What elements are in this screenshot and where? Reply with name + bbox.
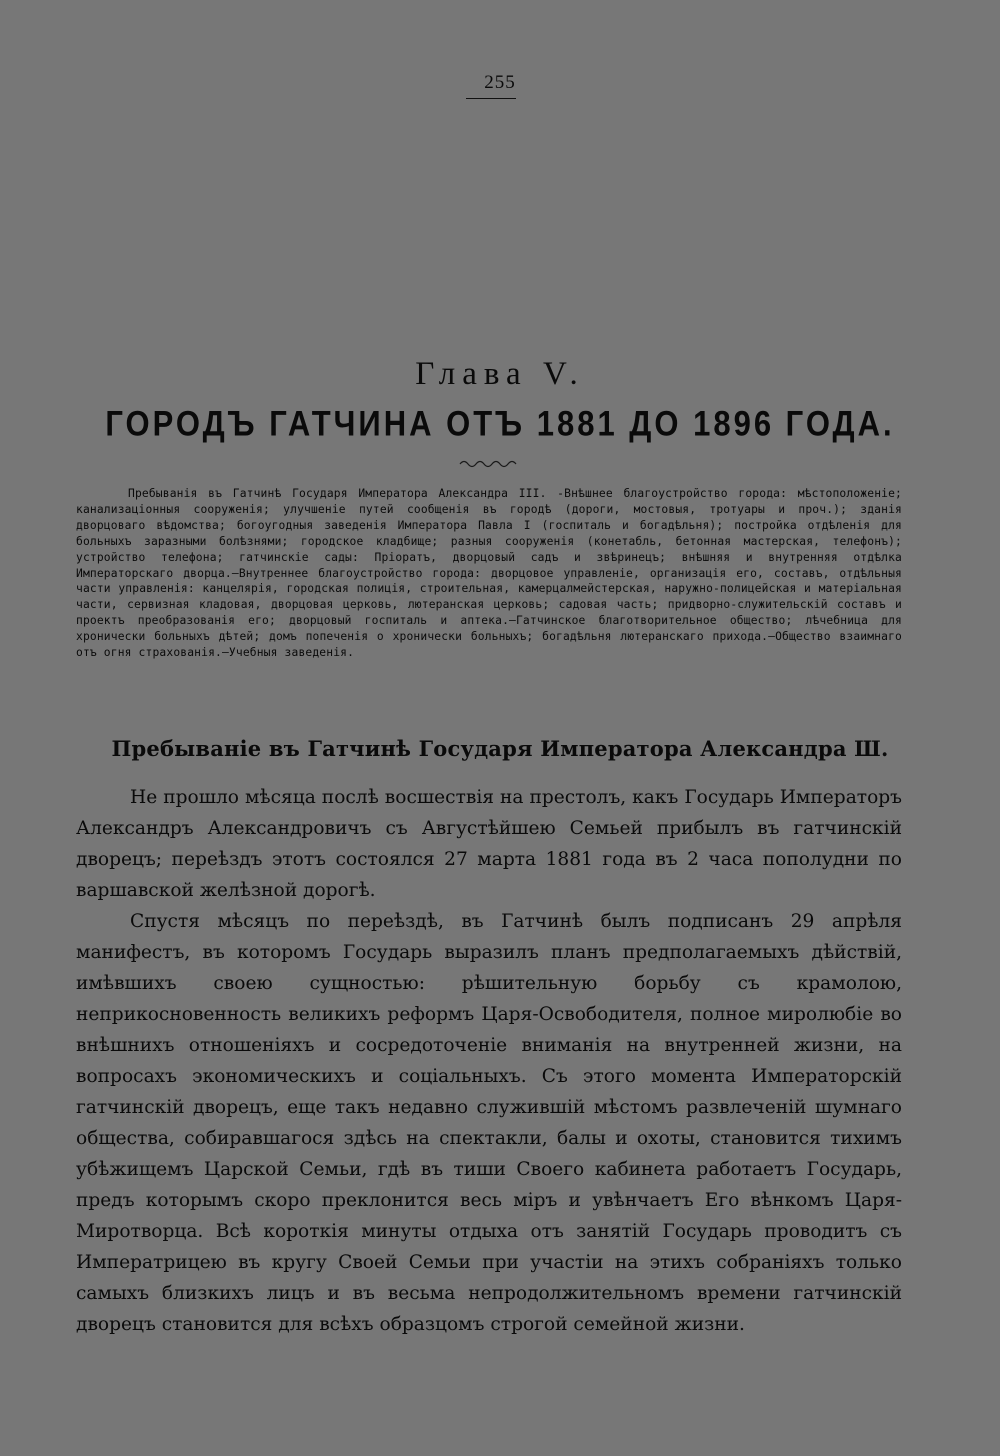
chapter-title: ГОРОДЪ ГАТЧИНА ОТЪ 1881 ДО 1896 ГОДА.	[105, 403, 895, 444]
wavy-divider-ornament	[458, 456, 518, 470]
chapter-synopsis: Пребыванiя въ Гатчинѣ Государя Императора Александра III. -Внѣшнее благоустройство города: мѣстоположенiе; канализацiонныя сооруженiя; улучшенiе путей сообщенiя въ городѣ (дороги, мостовыя, тротуары и проч.); зданiя дворцоваго вѣдомства; богоугодныя заведенiя Императора Павла I (госпиталь и богадѣльня); постройка отдѣленiя для больныхъ заразными болѣзнями; городское кладбище; разныя сооруженiя (конетабль, бетонная мастерская, телефонъ); устройство телефона; гатчинскiе сады: Прiоратъ, дворцовый садъ и звѣринецъ; внѣшняя и внутренняя отдѣлка Императорскаго дворца.—Внутреннее благоустройство города: дворцовое управленiе, организацiя его, составъ, отдѣльныя части управленiя: канцелярiя, городская полицiя, строительная, камерцалмейстерская, наружно-полицейская и матерiальная части, сервизная кладовая, дворцовая церковь, лютеранская церковь; садовая часть; придворно-служительскiй составъ и проектъ преобразованiя его; дворцовый госпиталь и аптека.—Гатчинское благотворительное общество; лѣчебница для хронически больныхъ дѣтей; домъ попеченiя о хронически больныхъ; богадѣльня лютеранскаго прихода.—Общество взаимнаго отъ огня страхованiя.—Учебныя заведенiя.	[76, 487, 902, 660]
paragraph: Не прошло мѣсяца послѣ восшествiя на престолъ, какъ Государь Императоръ Александръ Александровичъ съ Августѣйшею Семьей прибылъ въ гатчинскiй дворецъ; переѣздъ этотъ состоялся 27 марта 1881 года въ 2 часа пополудни по варшавской желѣзной дорогѣ.	[76, 787, 902, 901]
body-text	[76, 782, 902, 1340]
chapter-label: Глава V.	[415, 356, 585, 392]
page-number-rule	[466, 98, 516, 99]
section-heading: Пребыванiе въ Гатчинѣ Государя Императора Александра Ш.	[111, 736, 889, 761]
page-number: 255	[484, 72, 516, 93]
paragraph: Спустя мѣсяцъ по переѣздѣ, въ Гатчинѣ былъ подписанъ 29 апрѣля манифестъ, въ которомъ Государь выразилъ планъ предполагаемыхъ дѣйствiй, имѣвшихъ своею сущностью: рѣшительную борьбу съ крамолою, неприкосновенность великихъ реформъ Царя-Освободителя, полное миролюбiе во внѣшнихъ отношенiяхъ и сосредоточенiе вниманiя на внутренней жизни, на вопросахъ экономическихъ и соцiальныхъ. Съ этого момента Императорскiй гатчинскiй дворецъ, еще такъ недавно служившiй мѣстомъ развлеченiй шумнаго общества, собиравшагося здѣсь на спектакли, балы и охоты, становится тихимъ убѣжищемъ Царской Семьи, гдѣ въ тиши Своего кабинета работаетъ Государь, предъ которымъ скоро преклонится весь мiръ и увѣнчаетъ Его вѣнкомъ Царя-Миротворца. Всѣ короткiя минуты отдыха отъ занятiй Государь проводитъ съ Императрицею въ кругу Своей Семьи при участiи на этихъ собранiяхъ только самыхъ близкихъ лицъ и въ весьма непродолжительномъ времени гатчинскiй дворецъ становится для всѣхъ образцомъ строгой семейной жизни.	[76, 911, 902, 1335]
